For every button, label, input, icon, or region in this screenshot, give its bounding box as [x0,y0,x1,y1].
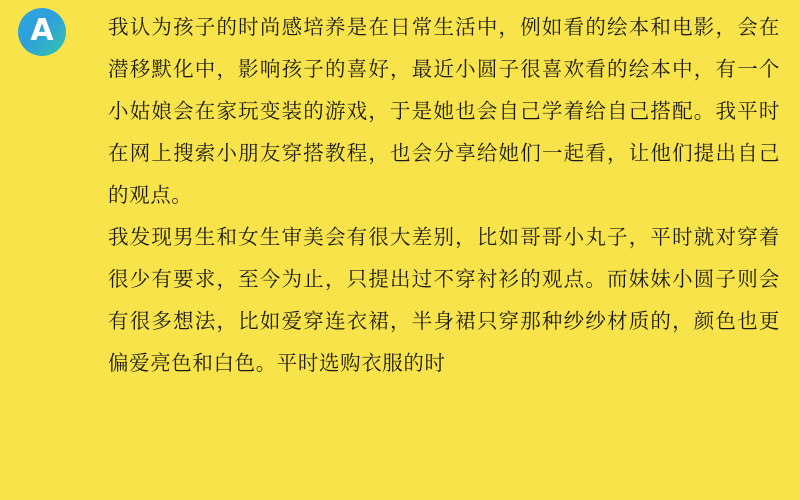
avatar[interactable] [18,8,66,56]
post-paragraph: 我认为孩子的时尚感培养是在日常生活中，例如看的绘本和电影，会在潜移默化中，影响孩子的喜好，最近小圆子很喜欢看的绘本中，有一个小姑娘会在家玩变装的游戏，于是她也会自己学着给自己搭配。我平时在网上搜索小朋友穿搭教程，也会分享给她们一起看，让他们提出自己的观点。 [108,15,780,207]
post-paragraph: 我发现男生和女生审美会有很大差别，比如哥哥小丸子，平时就对穿着很少有要求，至今为止，只提出过不穿衬衫的观点。而妹妹小圆子则会有很多想法，比如爱穿连衣裙，半身裙只穿那种纱纱材质的，颜色也更偏爱亮色和白色。平时选购衣服的时 [108,225,780,375]
avatar-letter: A [30,13,54,48]
post-body [108,6,780,384]
